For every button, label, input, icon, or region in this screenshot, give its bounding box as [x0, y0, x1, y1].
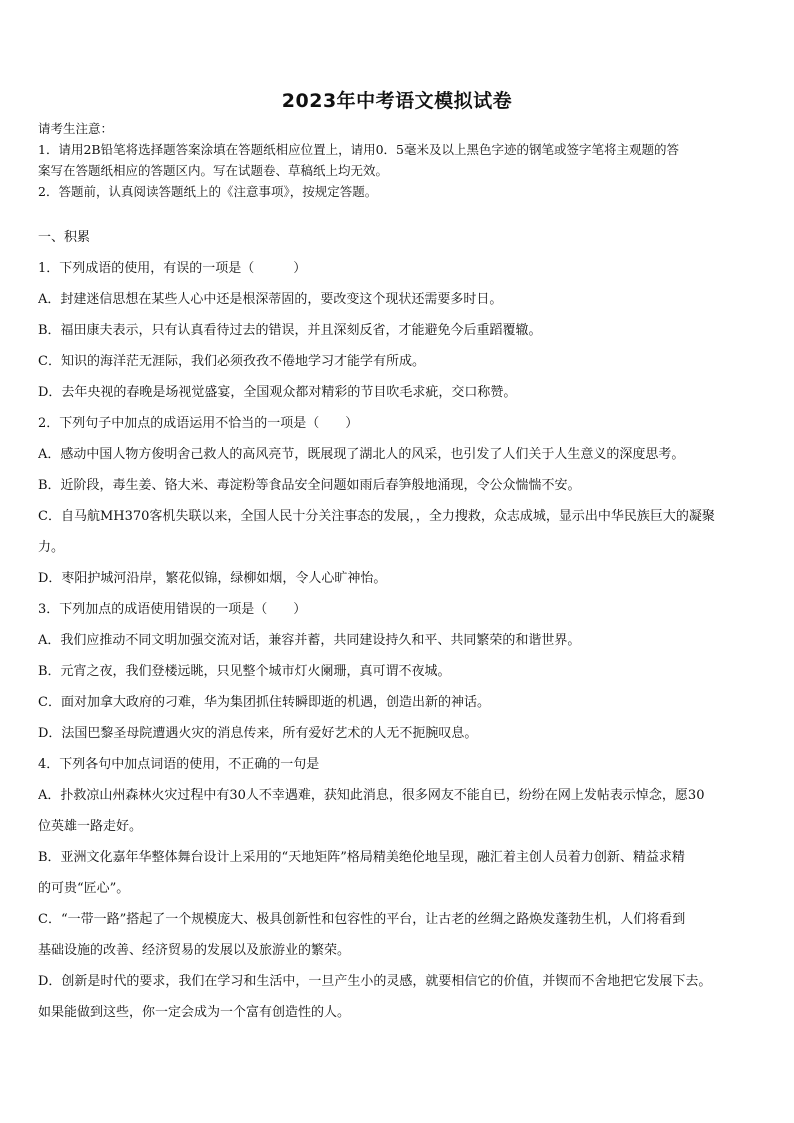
question-option: D．法国巴黎圣母院遭遇火灾的消息传来，所有爱好艺术的人无不扼腕叹息。 [38, 726, 478, 741]
question-option: C．知识的海洋茫无涯际，我们必须孜孜不倦地学习才能学有所成。 [38, 354, 425, 369]
question-option: C．面对加拿大政府的刁难，华为集团抓住转瞬即逝的机遇，创造出新的神话。 [38, 695, 490, 710]
notice-item-2: 2．答题前，认真阅读答题纸上的《注意事项》，按规定答题。 [38, 184, 378, 199]
question-option: A．感动中国人物方俊明舍己救人的高风亮节，既展现了湖北人的风采，也引发了人们关于人生意义的深度思考。 [38, 447, 685, 462]
question-option: 基础设施的改善、经济贸易的发展以及旅游业的繁荣。 [38, 943, 351, 958]
question-stem: 1．下列成语的使用，有误的一项是（ ） [38, 261, 307, 276]
question-option: B．亚洲文化嘉年华整体舞台设计上采用的“天地矩阵”格局精美绝伦地呈现，融汇着主创人员着力创新、精益求精 [38, 850, 685, 865]
question-option: 位英雄一路走好。 [38, 819, 143, 834]
section-heading: 一、积累 [38, 230, 91, 245]
question-option: A．扑救凉山州森林火灾过程中有30人不幸遇难，获知此消息，很多网友不能自已，纷纷在网上发帖表示悼念，愿30 [38, 788, 705, 803]
question-option: B．元宵之夜，我们登楼远眺，只见整个城市灯火阑珊，真可谓不夜城。 [38, 664, 451, 679]
candidate-notice [38, 118, 760, 202]
question-option: 力。 [38, 540, 65, 555]
question-option: C．自马航MH370客机失联以来，全国人民十分关注事态的发展，，全力搜救，众志成城，显示出中华民族巨大的凝聚 [38, 509, 715, 524]
question-option: C．“一带一路”搭起了一个规模庞大、极具创新性和包容性的平台，让古老的丝绸之路焕发蓬勃生机，人们将看到 [38, 912, 686, 927]
question-option: D．去年央视的春晚是场视觉盛宴，全国观众都对精彩的节目吹毛求疵，交口称赞。 [38, 385, 517, 400]
question-option: B．近阶段，毒生姜、铬大米、毒淀粉等食品安全问题如雨后春笋般地涌现，令公众惴惴不安。 [38, 478, 581, 493]
question-option: D．创新是时代的要求，我们在学习和生活中，一旦产生小的灵感，就要相信它的价值，并锲而不舍地把它发展下去。 [38, 974, 712, 989]
notice-heading: 请考生注意： [38, 121, 114, 136]
question-stem: 4．下列各句中加点词语的使用，不正确的一句是 [38, 757, 320, 772]
question-stem: 2．下列句子中加点的成语运用不恰当的一项是（ ） [38, 416, 359, 431]
question-option: A．我们应推动不同文明加强交流对话，兼容并蓄，共同建设持久和平、共同繁荣的和谐世界。 [38, 633, 581, 648]
question-stem: 3．下列加点的成语使用错误的一项是（ ） [38, 602, 307, 617]
question-option: D．枣阳护城河沿岸，繁花似锦，绿柳如烟，令人心旷神怡。 [38, 571, 387, 586]
page-title: 2023年中考语文模拟试卷 [281, 90, 513, 112]
question-option: A．封建迷信思想在某些人心中还是根深蒂固的，要改变这个现状还需要多时日。 [38, 292, 503, 307]
question-option: B．福田康夫表示，只有认真看待过去的错误，并且深刻反省，才能避免今后重蹈覆辙。 [38, 323, 542, 338]
notice-item-1: 1．请用2B铅笔将选择题答案涂填在答题纸相应位置上，请用0．5毫米及以上黑色字迹的钢笔或签字笔将主观题的答 [38, 142, 679, 157]
question-option: 如果能做到这些，你一定会成为一个富有创造性的人。 [38, 1005, 351, 1020]
question-option: 的可贵“匠心”。 [38, 881, 130, 896]
exam-content [38, 222, 760, 1028]
notice-item-1-continued: 案写在答题纸相应的答题区内。写在试题卷、草稿纸上均无效。 [38, 163, 389, 178]
